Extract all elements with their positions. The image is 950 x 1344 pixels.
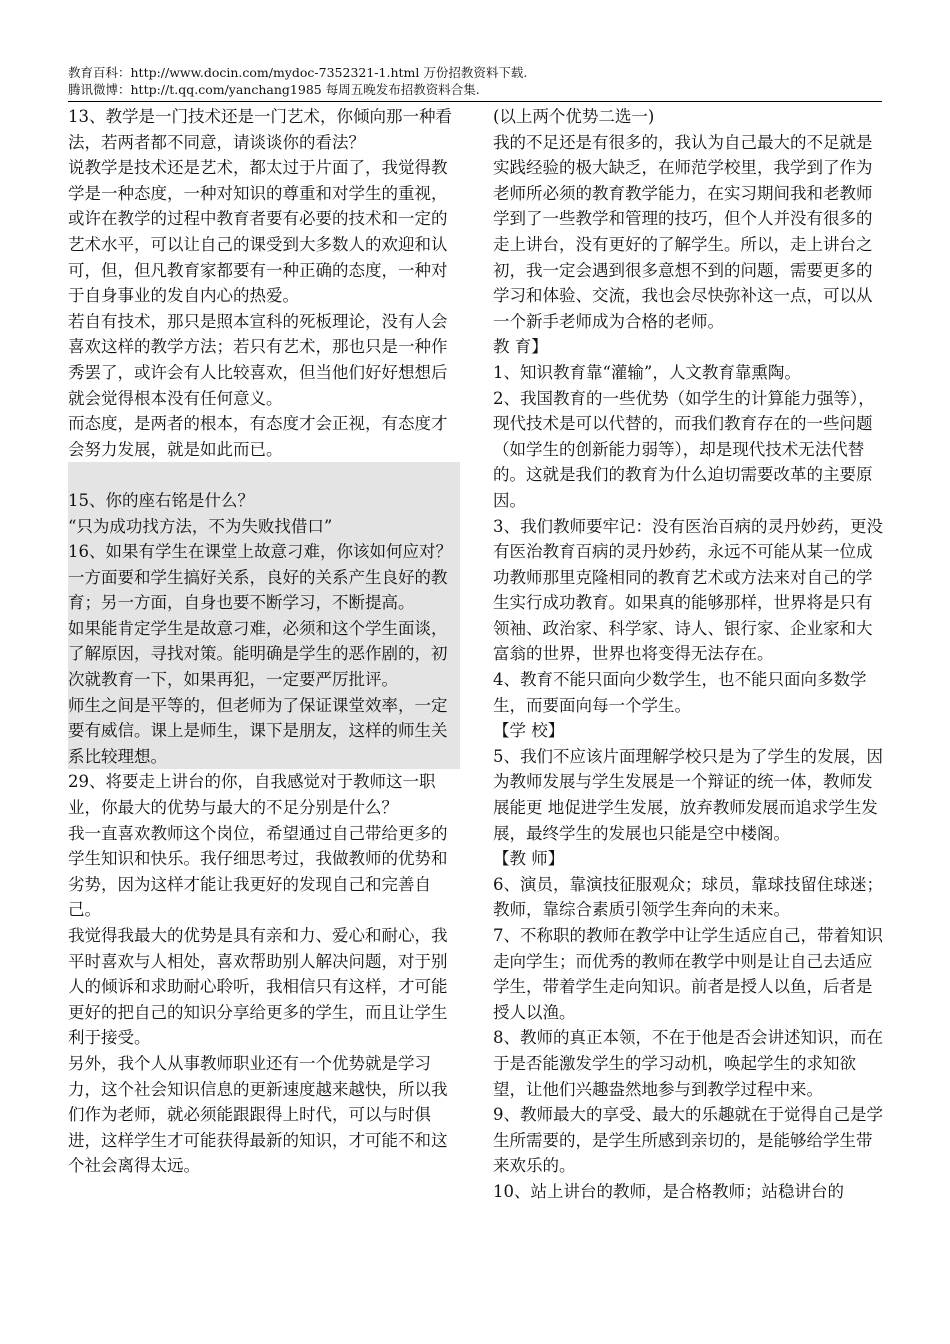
question-16: 16、如果有学生在课堂上故意刁难，你该如何应对？: [68, 542, 452, 562]
answer-29-para-1: 我一直喜欢教师这个岗位，希望通过自己带给更多的学生知识和快乐。我仔细思考过，我做教师的优势和劣势，因为这样才能让我更好的发现自己和完善自己。: [68, 823, 448, 920]
left-column: [68, 104, 460, 1179]
answer-16-para-2: 如果能肯定学生是故意刁难，必须和这个学生面谈，了解原因，寻找对策。能明确是学生的恶作剧的，初次就教育一下，如果再犯，一定要严厉批评。: [68, 618, 448, 690]
teacher-item-10: 10、站上讲台的教师，是合格教师；站稳讲台的: [493, 1181, 844, 1201]
teacher-item-6: 6、演员，靠演技征服观众；球员，靠球技留住球迷；教师，靠综合素质引领学生奔向的未来。: [493, 874, 883, 920]
school-item-5: 5、我们不应该片面理解学校只是为了学生的发展，因为教师发展与学生发展是一个辩证的统一体，教师发展能更 地促进学生发展，放弃教师发展而追求学生发展，最终学生的发展也只能是空中楼阁。: [493, 746, 883, 843]
section-heading-teacher: 【教 师】: [493, 849, 565, 869]
weakness-paragraph: 我的不足还是有很多的，我认为自己最大的不足就是实践经验的极大缺乏，在师范学校里，我学到了作为老师所必须的教育教学能力，在实习期间我和老教师学到了一些教学和管理的技巧，但个人并没有很多的走上讲台，没有更好的了解学生。所以，走上讲台之初，我一定会遇到很多意想不到的问题，需要更多的学习和体验、交流，我也会尽快弥补这一点，可以从一个新手老师成为合格的老师。: [493, 132, 873, 331]
education-item-2: 2、我国教育的一些优势（如学生的计算能力强等），现代技术是可以代替的，而我们教育存在的一些问题（如学生的创新能力弱等），却是现代技术无法代替的。这就是我们的教育为什么迫切需要改革的主要原因。: [493, 388, 875, 510]
question-29: 29、将要走上讲台的你，自我感觉对于教师这一职业，你最大的优势与最大的不足分别是什么？: [68, 772, 436, 818]
header-line-weibo: 腾讯微博：http://t.qq.com/yanchang1985 每周五晚发布招教资料合集.: [68, 82, 480, 97]
teacher-item-7: 7、不称职的教师在教学中让学生适应自己，带着知识走向学生；而优秀的教师在教学中则是让自己去适应学生，带着学生走向知识。前者是授人以鱼，后者是授人以渔。: [493, 926, 883, 1022]
answer-16-para-1: 一方面要和学生搞好关系，良好的关系产生良好的教育；另一方面，自身也要不断学习，不断提高。: [68, 567, 448, 613]
answer-15: “只为成功找方法，不为失败找借口”: [68, 516, 333, 536]
page-header: [68, 64, 888, 98]
header-line-docin: 教育百科：http://www.docin.com/mydoc-7352321-1.html 万份招教资料下载.: [68, 65, 528, 80]
question-13: 13、教学是一门技术还是一门艺术，你倾向那一种看法，若两者都不同意，请谈谈你的看法？: [68, 107, 452, 152]
right-column: [493, 104, 883, 1205]
section-heading-education: 教 育】: [493, 337, 548, 357]
answer-29-para-2: 我觉得我最大的优势是具有亲和力、爱心和耐心，我平时喜欢与人相处，喜欢帮助别人解决问题，对于别人的倾诉和求助耐心聆听，我相信只有这样，才可能更好的把自己的知识分享给更多的学生，而且让学生利于接受。: [68, 926, 448, 1048]
blank-line: [68, 462, 460, 488]
answer-29-para-3: 另外，我个人从事教师职业还有一个优势就是学习力，这个社会知识信息的更新速度越来越快，所以我们作为老师，就必须能跟跟得上时代，可以与时俱进，这样学生才可能获得最新的知识，才可能不和这个社会离得太远。: [68, 1053, 448, 1176]
teacher-item-8: 8、教师的真正本领，不在于他是否会讲述知识，而在于是否能激发学生的学习动机，唤起学生的求知欲望，让他们兴趣盎然地参与到教学过程中来。: [493, 1028, 883, 1099]
shaded-block: [68, 462, 460, 769]
answer-13-para-3: 而态度，是两者的根本，有态度才会正视，有态度才会努力发展，就是如此而已。: [68, 414, 448, 459]
section-heading-school: 【学 校】: [493, 721, 565, 741]
header-rule: [68, 101, 882, 102]
question-15: 15、你的座右铭是什么？: [68, 490, 254, 510]
answer-13-para-2: 若自有技术，那只是照本宣科的死板理论，没有人会喜欢这样的教学方法；若只有艺术，那也只是一种作秀罢了，或许会有人比较喜欢，但当他们好好想想后就会觉得根本没有任何意义。: [68, 311, 448, 408]
answer-16-para-3: 师生之间是平等的，但老师为了保证课堂效率，一定要有威信。课上是师生，课下是朋友，这样的师生关系比较理想。: [68, 695, 448, 766]
teacher-item-9: 9、教师最大的享受、最大的乐趣就在于觉得自己是学生所需要的，是学生所感到亲切的，是能够给学生带来欢乐的。: [493, 1105, 883, 1176]
answer-13-para-1: 说教学是技术还是艺术，都太过于片面了，我觉得教学是一种态度，一种对知识的尊重和对学生的重视，或许在教学的过程中教育者要有必要的技术和一定的艺术水平，可以让自己的课受到大多数人的欢迎和认可，但，但凡教育家都要有一种正确的态度，一种对于自身事业的发自内心的热爱。: [68, 158, 448, 306]
education-item-3: 3、我们教师要牢记：没有医治百病的灵丹妙药，更没有医治教育百病的灵丹妙药，永远不可能从某一位成功教师那里克隆相同的教育艺术或方法来对自己的学生实行成功教育。如果真的能够那样，世界将是只有领袖、政治家、科学家、诗人、银行家、企业家和大富翁的世界，世界也将变得无法存在。: [493, 516, 883, 664]
education-item-4: 4、教育不能只面向少数学生，也不能只面向多数学生，而要面向每一个学生。: [493, 670, 867, 715]
choose-one-note: (以上两个优势二选一): [493, 107, 655, 126]
education-item-1: 1、知识教育靠“灌输”，人文教育靠熏陶。: [493, 362, 801, 382]
